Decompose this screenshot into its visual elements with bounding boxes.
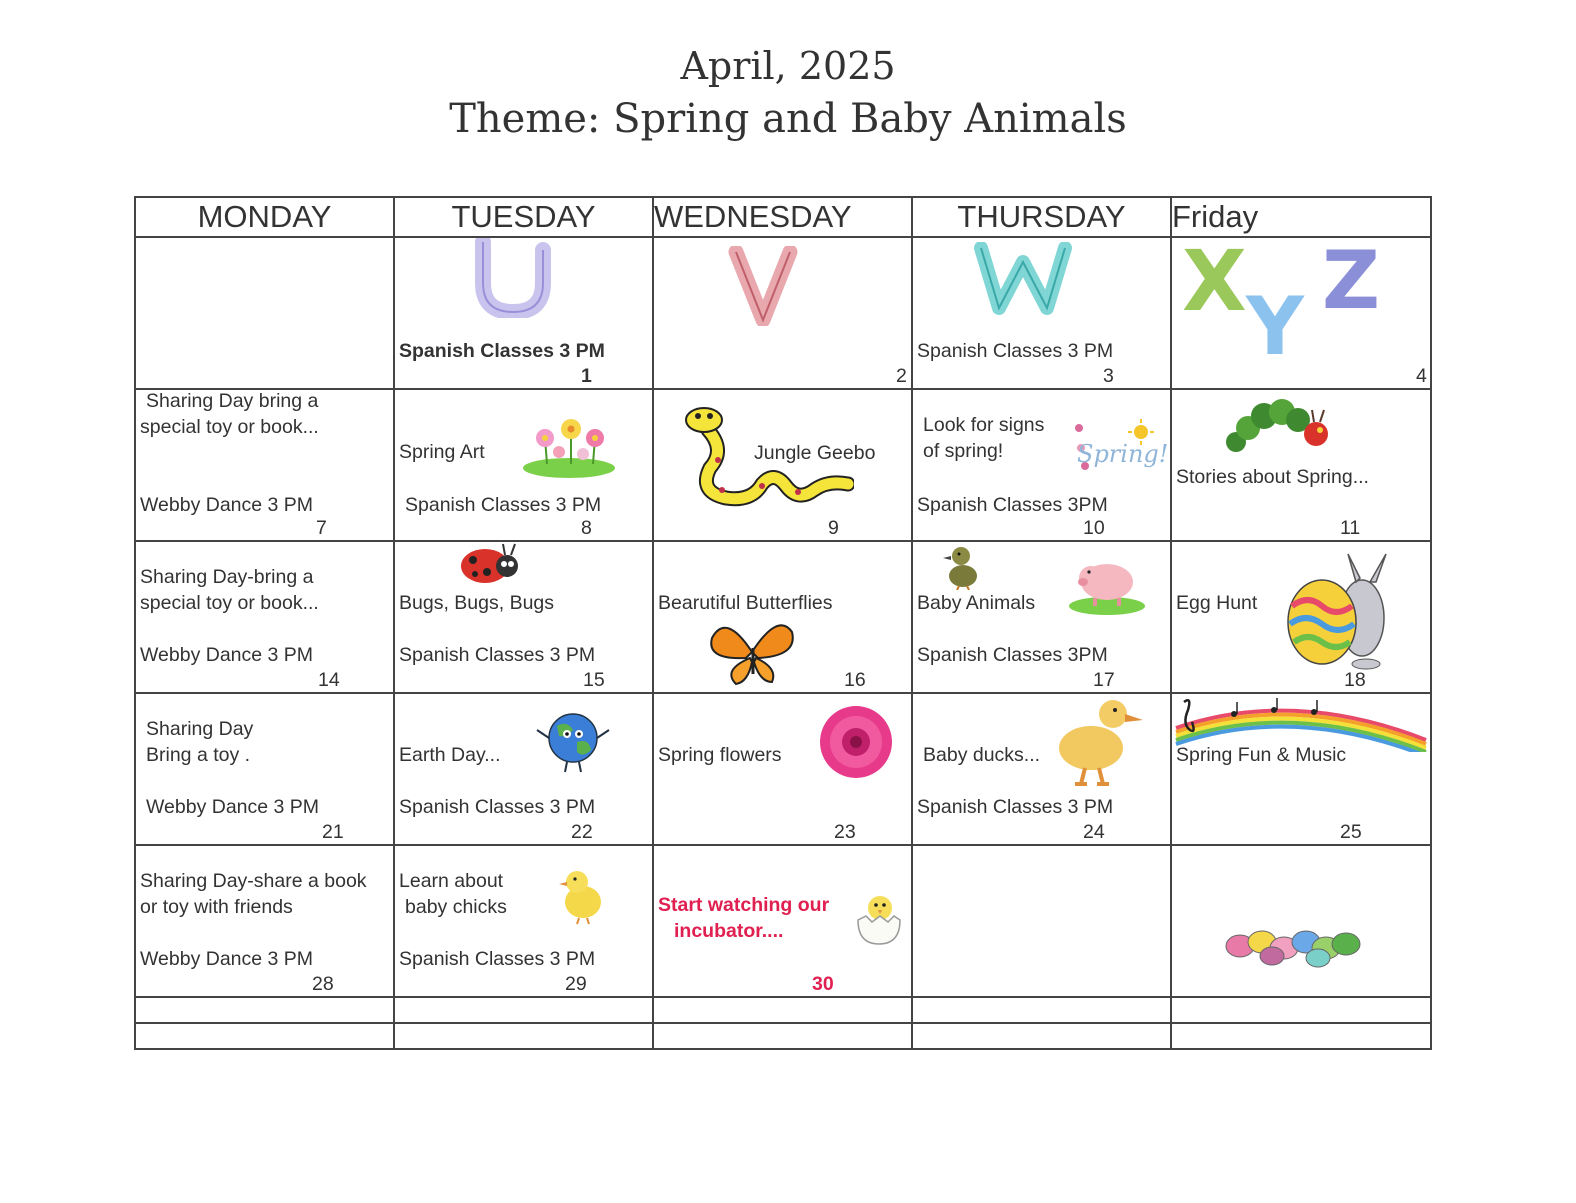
spring-sign-icon bbox=[1071, 418, 1169, 478]
event-text: Spring Fun & Music bbox=[1176, 744, 1347, 766]
event-text: Sharing Day-bring a bbox=[140, 566, 314, 588]
event-text: Spanish Classes 3PM bbox=[917, 644, 1108, 666]
day-header-wednesday: WEDNESDAY bbox=[653, 197, 912, 237]
day-number: 23 bbox=[834, 821, 856, 843]
butterfly-icon bbox=[706, 612, 798, 690]
day-cell-17 bbox=[912, 541, 1171, 693]
day-cell-8 bbox=[394, 389, 653, 541]
blank-row bbox=[135, 997, 1431, 1023]
event-text: Spanish Classes 3 PM bbox=[399, 948, 596, 970]
blank-cell bbox=[1171, 1023, 1431, 1049]
event-text: Webby Dance 3 PM bbox=[146, 796, 320, 818]
ladybug-icon bbox=[457, 542, 523, 586]
day-cell-1 bbox=[394, 237, 653, 389]
spring-sign-text: Spring! bbox=[1077, 440, 1169, 468]
event-text: special toy or book... bbox=[140, 416, 319, 438]
event-text: or toy with friends bbox=[140, 896, 293, 918]
blank-cell bbox=[135, 997, 394, 1023]
day-cell-9 bbox=[653, 389, 912, 541]
event-text: Bugs, Bugs, Bugs bbox=[399, 592, 555, 614]
event-text: Spanish Classes 3 PM bbox=[399, 644, 596, 666]
event-text: Jungle Geebo bbox=[754, 442, 876, 464]
duck-icon bbox=[1047, 694, 1147, 790]
day-cell-16 bbox=[653, 541, 912, 693]
event-text: Spanish Classes 3 PM bbox=[405, 494, 602, 516]
event-text: of spring! bbox=[923, 440, 1004, 462]
flowers-icon bbox=[521, 416, 615, 478]
day-cell-15 bbox=[394, 541, 653, 693]
event-text: Learn about bbox=[399, 870, 504, 892]
blank-cell bbox=[653, 997, 912, 1023]
hatching-chick-icon bbox=[854, 890, 904, 946]
pink-flower-icon bbox=[810, 704, 902, 780]
day-header-row bbox=[135, 197, 1431, 237]
day-cell-empty bbox=[1171, 845, 1431, 997]
letter-y-icon: Y bbox=[1246, 280, 1304, 373]
day-cell-empty bbox=[135, 237, 394, 389]
letter-x-icon: X bbox=[1182, 237, 1247, 330]
day-cell-22 bbox=[394, 693, 653, 845]
event-text: Baby ducks... bbox=[923, 744, 1041, 766]
day-number: 9 bbox=[828, 517, 839, 539]
day-number: 21 bbox=[322, 821, 344, 843]
blank-cell bbox=[653, 1023, 912, 1049]
day-cell-empty bbox=[912, 845, 1171, 997]
day-number: 1 bbox=[581, 365, 592, 387]
event-text: Spanish Classes 3 PM bbox=[399, 796, 596, 818]
letter-u-icon bbox=[473, 238, 553, 318]
day-number: 4 bbox=[1416, 365, 1427, 387]
week-row-4 bbox=[135, 693, 1431, 845]
day-cell-24 bbox=[912, 693, 1171, 845]
day-number: 28 bbox=[312, 973, 334, 995]
day-cell-2 bbox=[653, 237, 912, 389]
week-row-3 bbox=[135, 541, 1431, 693]
day-cell-29 bbox=[394, 845, 653, 997]
event-text: Stories about Spring... bbox=[1176, 466, 1369, 488]
day-header-thursday: THURSDAY bbox=[912, 197, 1171, 237]
day-number: 22 bbox=[571, 821, 593, 843]
day-cell-4 bbox=[1171, 237, 1431, 389]
day-number: 10 bbox=[1083, 517, 1105, 539]
day-cell-7 bbox=[135, 389, 394, 541]
event-text-highlight: incubator.... bbox=[674, 920, 784, 942]
event-text: Spanish Classes 3 PM bbox=[917, 340, 1114, 362]
event-text: Spring Art bbox=[399, 441, 485, 463]
day-cell-30 bbox=[653, 845, 912, 997]
event-text: Sharing Day-share a book bbox=[140, 870, 367, 892]
day-number: 8 bbox=[581, 517, 592, 539]
calendar-grid bbox=[134, 196, 1432, 1050]
day-cell-18 bbox=[1171, 541, 1431, 693]
day-number: 29 bbox=[565, 973, 587, 995]
day-number: 15 bbox=[583, 669, 605, 691]
event-text-highlight: Start watching our bbox=[658, 894, 830, 916]
blank-cell bbox=[912, 1023, 1171, 1049]
blank-cell bbox=[394, 1023, 653, 1049]
letter-v-icon bbox=[728, 246, 798, 326]
day-cell-14 bbox=[135, 541, 394, 693]
event-text: Spanish Classes 3 PM bbox=[399, 340, 605, 362]
day-number: 24 bbox=[1083, 821, 1105, 843]
letter-z-icon: Z bbox=[1322, 237, 1381, 327]
day-number: 17 bbox=[1093, 669, 1115, 691]
event-text: Bring a toy . bbox=[146, 744, 251, 766]
event-text: Sharing Day bbox=[146, 718, 254, 740]
day-header-monday: MONDAY bbox=[135, 197, 394, 237]
pig-icon bbox=[1067, 554, 1147, 616]
day-number: 16 bbox=[844, 669, 866, 691]
day-number: 14 bbox=[318, 669, 340, 691]
calendar-month-title: April, 2025 bbox=[680, 44, 896, 88]
day-number: 18 bbox=[1344, 669, 1366, 691]
chick-icon bbox=[555, 864, 611, 926]
week-row-1 bbox=[135, 237, 1431, 389]
event-text: Webby Dance 3 PM bbox=[140, 494, 314, 516]
day-number: 7 bbox=[316, 517, 327, 539]
caterpillar-icon bbox=[1226, 394, 1332, 460]
letter-w-icon bbox=[973, 242, 1073, 318]
event-text: Baby Animals bbox=[917, 592, 1036, 614]
day-cell-10 bbox=[912, 389, 1171, 541]
day-cell-25 bbox=[1171, 693, 1431, 845]
event-text: Sharing Day bring a bbox=[146, 390, 319, 412]
day-cell-23 bbox=[653, 693, 912, 845]
event-text: Egg Hunt bbox=[1176, 592, 1258, 614]
week-row-2 bbox=[135, 389, 1431, 541]
event-text: Spanish Classes 3PM bbox=[917, 494, 1108, 516]
earth-icon bbox=[533, 708, 613, 774]
blank-cell bbox=[394, 997, 653, 1023]
blank-cell bbox=[135, 1023, 394, 1049]
day-cell-3 bbox=[912, 237, 1171, 389]
day-number: 2 bbox=[896, 365, 907, 387]
event-text: Spring flowers bbox=[658, 744, 782, 766]
day-number: 11 bbox=[1340, 517, 1361, 539]
blank-cell bbox=[912, 997, 1171, 1023]
event-text: Earth Day... bbox=[399, 744, 501, 766]
blank-row bbox=[135, 1023, 1431, 1049]
day-header-tuesday: TUESDAY bbox=[394, 197, 653, 237]
event-text: baby chicks bbox=[405, 896, 507, 918]
bunny-egg-icon bbox=[1286, 548, 1398, 672]
day-cell-21 bbox=[135, 693, 394, 845]
day-number: 30 bbox=[812, 973, 834, 995]
day-cell-11 bbox=[1171, 389, 1431, 541]
day-header-friday: Friday bbox=[1171, 197, 1431, 237]
day-cell-28 bbox=[135, 845, 394, 997]
duckling-icon bbox=[941, 542, 983, 590]
event-text: Webby Dance 3 PM bbox=[140, 948, 314, 970]
event-text: Webby Dance 3 PM bbox=[140, 644, 314, 666]
event-text: Bearutiful Butterflies bbox=[658, 592, 833, 614]
event-text: Look for signs bbox=[923, 414, 1045, 436]
day-number: 25 bbox=[1340, 821, 1362, 843]
easter-eggs-icon bbox=[1222, 916, 1372, 970]
day-number: 3 bbox=[1103, 365, 1114, 387]
blank-cell bbox=[1171, 997, 1431, 1023]
event-text: special toy or book... bbox=[140, 592, 319, 614]
week-row-5 bbox=[135, 845, 1431, 997]
calendar-theme-title: Theme: Spring and Baby Animals bbox=[449, 96, 1127, 142]
event-text: Spanish Classes 3 PM bbox=[917, 796, 1114, 818]
